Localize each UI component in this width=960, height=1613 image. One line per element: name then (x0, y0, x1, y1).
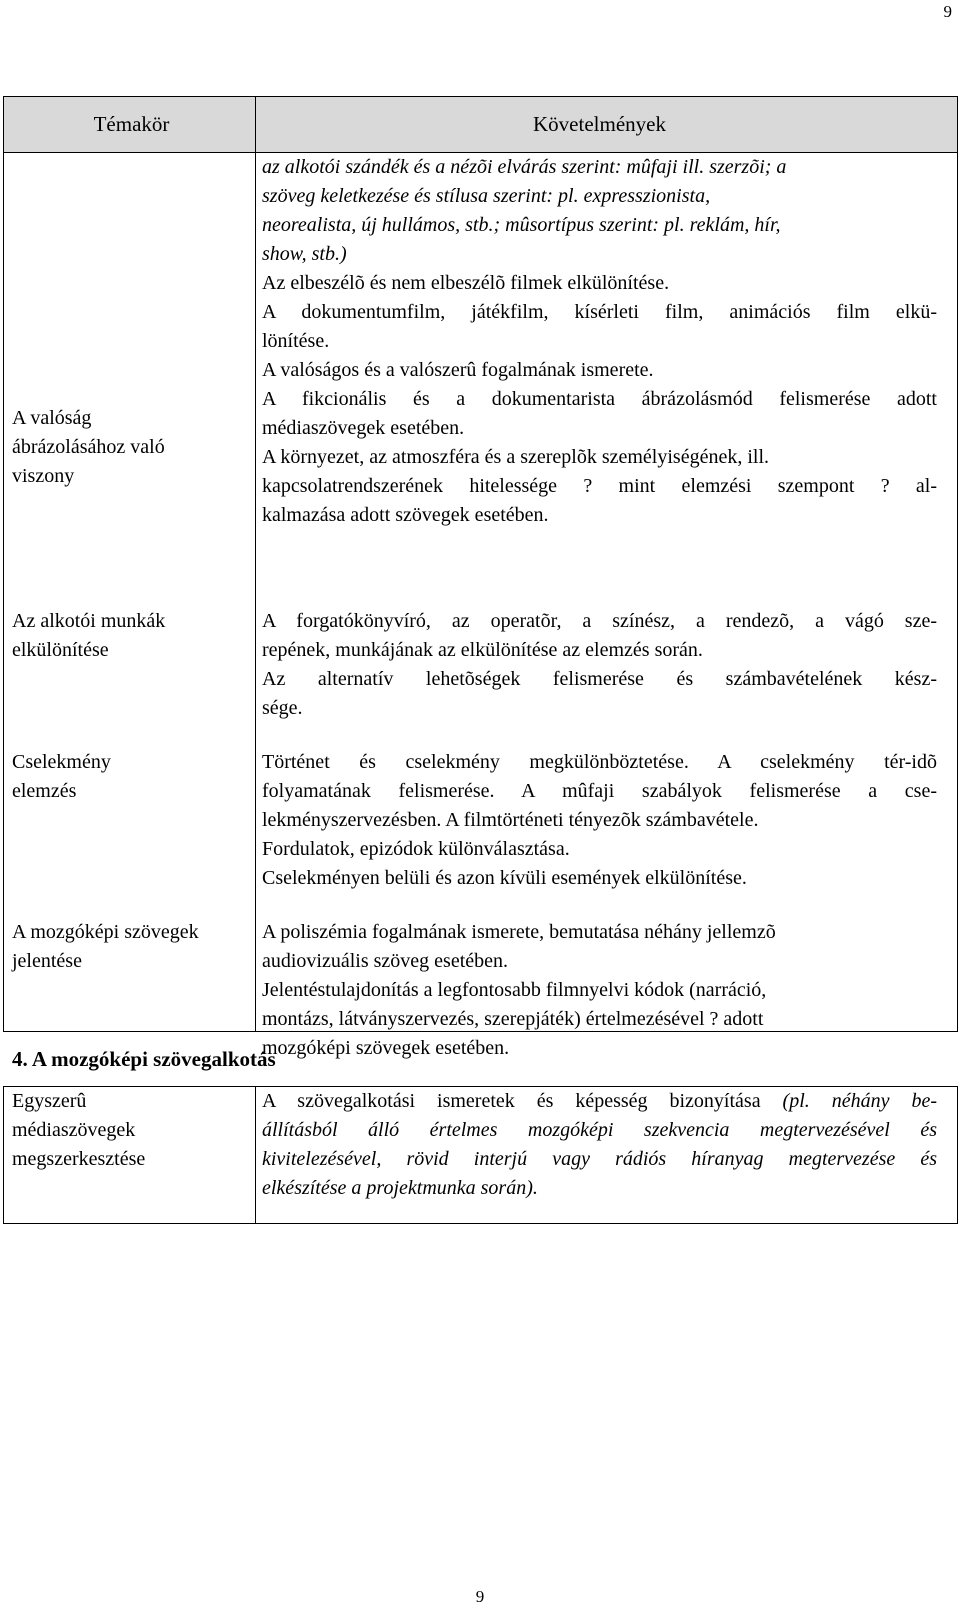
topic-meaning: A mozgóképi szövegek jelentése (12, 921, 199, 972)
topic-creative-work: Az alkotói munkák elkülönítése (12, 610, 166, 661)
page-number-top: 9 (943, 2, 952, 21)
header-topic: Témakör (4, 97, 256, 153)
section-4-row (4, 1087, 958, 1224)
section-4-requirements: A szövegalkotási ismeretek és képesség bizonyítása (pl. néhány be- állításból álló értelmes mozgóképi szekvencia megtervezésével és kivitelezésével, rövid interjú vagy rádiós híranyag megtervezése és elkészítése a projektmunka során). (256, 1087, 958, 1224)
topic-reality: A valóság ábrázolásához való viszony (12, 407, 165, 487)
requirements-column (256, 153, 958, 1059)
section-4-req-line-1: A szövegalkotási ismeretek és képesség bizonyítása (pl. néhány be- (262, 1090, 937, 1112)
requirements-meaning: A poliszémia fogalmának ismerete, bemutatása néhány jellemzõ audiovizuális szöveg esetében. Jelentéstulajdonítás a legfontosabb filmnyelvi kódok (narráció, montázs, látványszervezés, szerepjáték) értelmezésével ? adott mozgóképi szövegek esetében. (262, 921, 776, 1059)
table-header-row (4, 97, 958, 153)
page-number-bottom: 9 (475, 1587, 485, 1606)
header-requirements: Követelmények (256, 97, 958, 153)
requirements-creative-work: A forgatókönyvíró, az operatõr, a színész, a rendezõ, a vágó sze- repének, munkájának az elkülönítése az elemzés során. Az alternatív lehetõségek felismerése és számbavételének kész- sége. (262, 610, 937, 719)
requirements-continued: az alkotói szándék és a nézõi elvárás szerint: mûfaji ill. szerzõi; a szöveg keletkezése és stílusa szerint: pl. expresszionista, neorealista, új hullámos, stb.; mûsortípus szerint: pl. reklám, hír, show, stb.) Az elbeszélõ és nem elbeszélõ filmek elkülönítése. A dokumentumfilm, játékfilm, kísérleti film, animációs film elkü- lönítése. (262, 156, 937, 352)
table-body-row (4, 153, 958, 1032)
section-4-table (3, 1086, 958, 1224)
requirements-plot-analysis: Történet és cselekmény megkülönböztetése. A cselekmény tér-idõ folyamatának felismerése. A mûfaji szabályok felismerése a cse- lekményszervezésben. A filmtörténeti tényezõk számbavétele. Fordulatok, epizódok különválasztása. Cselekményen belüli és azon kívüli események elkülönítése. (262, 751, 937, 889)
requirements-reality: A valóságos és a valószerû fogalmának ismerete. A fikcionális és a dokumentarista ábrázolásmód felismerése adott médiaszövegek esetében. A környezet, az atmoszféra és a szereplõk személyiségének, ill. kapcsolatrendszerének hitelessége ? mint elemzési szempont ? al- kalmazása adott szövegek esetében. (262, 359, 937, 526)
section-4-topic: Egyszerû médiaszövegek megszerkesztése (4, 1087, 256, 1224)
topic-plot-analysis: Cselekmény elemzés (12, 751, 111, 802)
section-4-title: 4. A mozgóképi szövegalkotás (12, 1047, 276, 1071)
topic-column (4, 153, 256, 1032)
